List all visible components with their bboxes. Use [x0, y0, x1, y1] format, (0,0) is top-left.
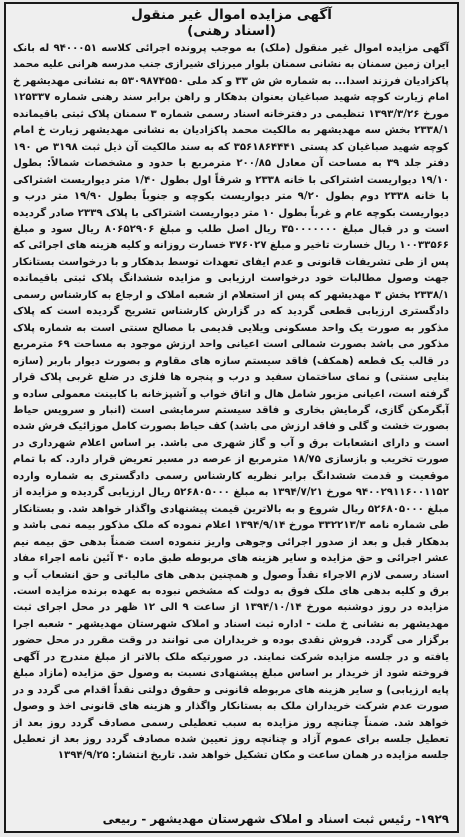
notice-signature: ۱۹۲۹- رئیس ثبت اسناد و املاک شهرستان مهدیشهر - ربیعی	[102, 812, 449, 826]
notice-frame	[4, 2, 459, 833]
notice-body: آگهی مزایده اموال غیر منقول (ملک) به موجب پرونده اجرائی کلاسه ۹۴۰۰۰۵۱ له بانک ایران زمین سمنان به نشانی سمنان بلوار میرزای شیرازی جنب مدرسه هرانی علیه محمد پاکزادیان فرزند اسدا... به شماره ش ش ۳۳ و کد ملی ۵۳۰۹۸۷۴۵۵۰ به نشانی مهدیشهر خ امام زیارت کوچه شهید صباغیان بعنوان بدهکار و راهن برابر سند رهنی شماره ۱۲۵۳۳۷ مورخ ۱۳۹۳/۳/۲۶ تنظیمی در دفترخانه اسناد رسمی شماره ۳ سمنان پلاک ثبتی باقیمانده ۲۳۳۸/۱ بخش سه مهدیشهر به مالکیت محمد پاکزادیان به نشانی مهدیشهر زیارت خ امام کوچه شهید صباغیان کد پستی ۳۵۶۱۸۶۴۴۴۱ که به سند مالکیت آن ذیل ثبت ۳۱۹۸ ص ۱۹۰ دفتر جلد ۳۹ به مساحت آن معادل ۲۰۰/۸۵ مترمربع با حدود و مشخصات شمالاً: بطول ۱۹/۱۰ دیواریست اشتراکی با خانه ۲۳۳۸ و شرقاً اول بطول ۱/۴۰ متر دیواریست اشتراکی با خانه ۲۳۳۸ دوم بطول ۹/۲۰ متر دیواریست بکوچه و جنوباً بطول ۱۹/۹۰ متر درب و دیواریست بکوچه عام و غرباً بطول ۱۰ متر دیواریست اشتراکی با پلاک ۲۳۳۹ صادر گردیده است و در قبال مبلغ ۳۵۰۰۰۰۰۰۰ ریال اصل طلب و مبلغ ۸۰۶۵۲۹۰۶ ریال سود و مبلغ ۱۰۰۳۳۵۶۶ ریال خسارت تاخیر و مبلغ ۳۷۶۰۲۷ خسارت روزانه و کلیه هزینه های اجرائی که پس از طی تشریفات قانونی و عدم ایفای تعهدات توسط بدهکار و با درخواست بستانکار جهت وصول مطالبات خود درخواست ارزیابی و مزایده ششدانگ پلاک ثبتی باقیمانده ۲۳۳۸/۱ بخش ۳ مهدیشهر که پس از استعلام از شعبه املاک و ارجاع به کارشناس رسمی دادگستری ارزیابی قطعی گردید که در گزارش کارشناس تشریح گردیده است که پلاک مذکور به صورت یک واحد مسکونی ویلایی قدیمی با مصالح سنتی است به شماره پلاک مذکور می باشد بصورت شمالی است اعیانی واحد ارزش موجود به مساحت ۶۹ مترمربع در قالب یک قطعه (همکف) فاقد سیستم سازه های مقاوم و بصورت دیوار باربر (سازه بنایی سنتی) و نمای ساختمان سفید و درب و پنجره ها فلزی در ضلع غربی پلاک قرار گرفته است، اعیانی مزبور شامل هال و اتاق خواب و آشپزخانه با کابینت معمولی ساده و آبگرمکن گازی، گرمایش بخاری و فاقد سیستم سرمایشی است (انبار و سرویس حیاط بصورت خشت و گلی و فاقد ارزش می باشد) کف حیاط بصورت کامل موزائیک فرش شده است و دارای انشعابات برق و آب و گاز شهری می باشد. بر اساس اعلام شهرداری در صورت تخریب و بازسازی ۱۸/۷۵ مترمربع از عرصه در مسیر تعریض قرار دارد. که با تمام موقعیت و قدمت ششدانگ برابر نظریه کارشناس رسمی دادگستری به شماره وارده ۹۴۰۰۲۹۱۱۶۰۰۱۱۵۲ مورخ ۱۳۹۴/۷/۲۱ به مبلغ ۵۲۶۸۰۵۰۰۰ ریال ارزیابی گردیده و مزایده از مبلغ ۵۲۶۸۰۵۰۰۰ ریال شروع و به بالاترین قیمت پیشنهادی واگذار خواهد شد. و بستانکار طی شماره نامه ۳۳۲۲۱۳/۳ مورخ ۱۳۹۴/۹/۱۴ اعلام نموده که ملک مذکور بیمه نمی باشد و بدهکار قبل و بعد از صدور اجرائی وجوهی واریز ننموده است ضمناً بدهی حق بیمه نیم عشر اجرائی و حق مزایده و سایر هزینه های مربوطه طبق ماده ۴۰ آئین نامه اجراء مفاد اسناد رسمی لازم الاجراء نقداً وصول و همچنین بدهی های مالیاتی و حق انشعاب آب و برق و کلیه بدهی های ملک فوق به دولت که مشخص نبوده به عهده برنده مزایده است. مزایده در روز دوشنبه مورخ ۱۳۹۴/۱۰/۱۴ از ساعت ۹ الی ۱۲ ظهر در محل اجرای ثبت مهدیشهر به نشانی خ ملت - اداره ثبت اسناد و املاک شهرستان مهدیشهر - شعبه اجرا برگزار می گردد. فروش نقدی بوده و خریداران می توانند در وقت مقرر در محل حضور یافته و در جلسه مزایده شرکت نمایند. در صورتیکه ملک بالاتر از مبلغ مندرج در آگهی فروخته شود از خریدار بر اساس مبلغ پیشنهادی نسبت به وصول حق مزایده (مازاد مبلغ پایه ارزیابی) و سایر هزینه های مربوطه قانونی و حقوق دولتی نقداً اقدام می گردد و در صورت عدم شرکت خریداران ملک به بستانکار واگذار و هزینه های قانونی اخذ و وصول خواهد شد. ضمناً چنانچه روز مزایده به سبب تعطیلی رسمی مصادف گردد روز بعد از تعطیل جلسه برای عموم آزاد و چنانچه روز تعیین شده مصادف گردد روز بعد از تعطیل جلسه مزایده در همان ساعت و مکان تشکیل خواهد شد. تاریخ انتشار: ۱۳۹۴/۹/۲۵	[13, 43, 449, 762]
notice-title: آگهی مزایده اموال غیر منقول (اسناد رهنی)	[131, 7, 332, 39]
